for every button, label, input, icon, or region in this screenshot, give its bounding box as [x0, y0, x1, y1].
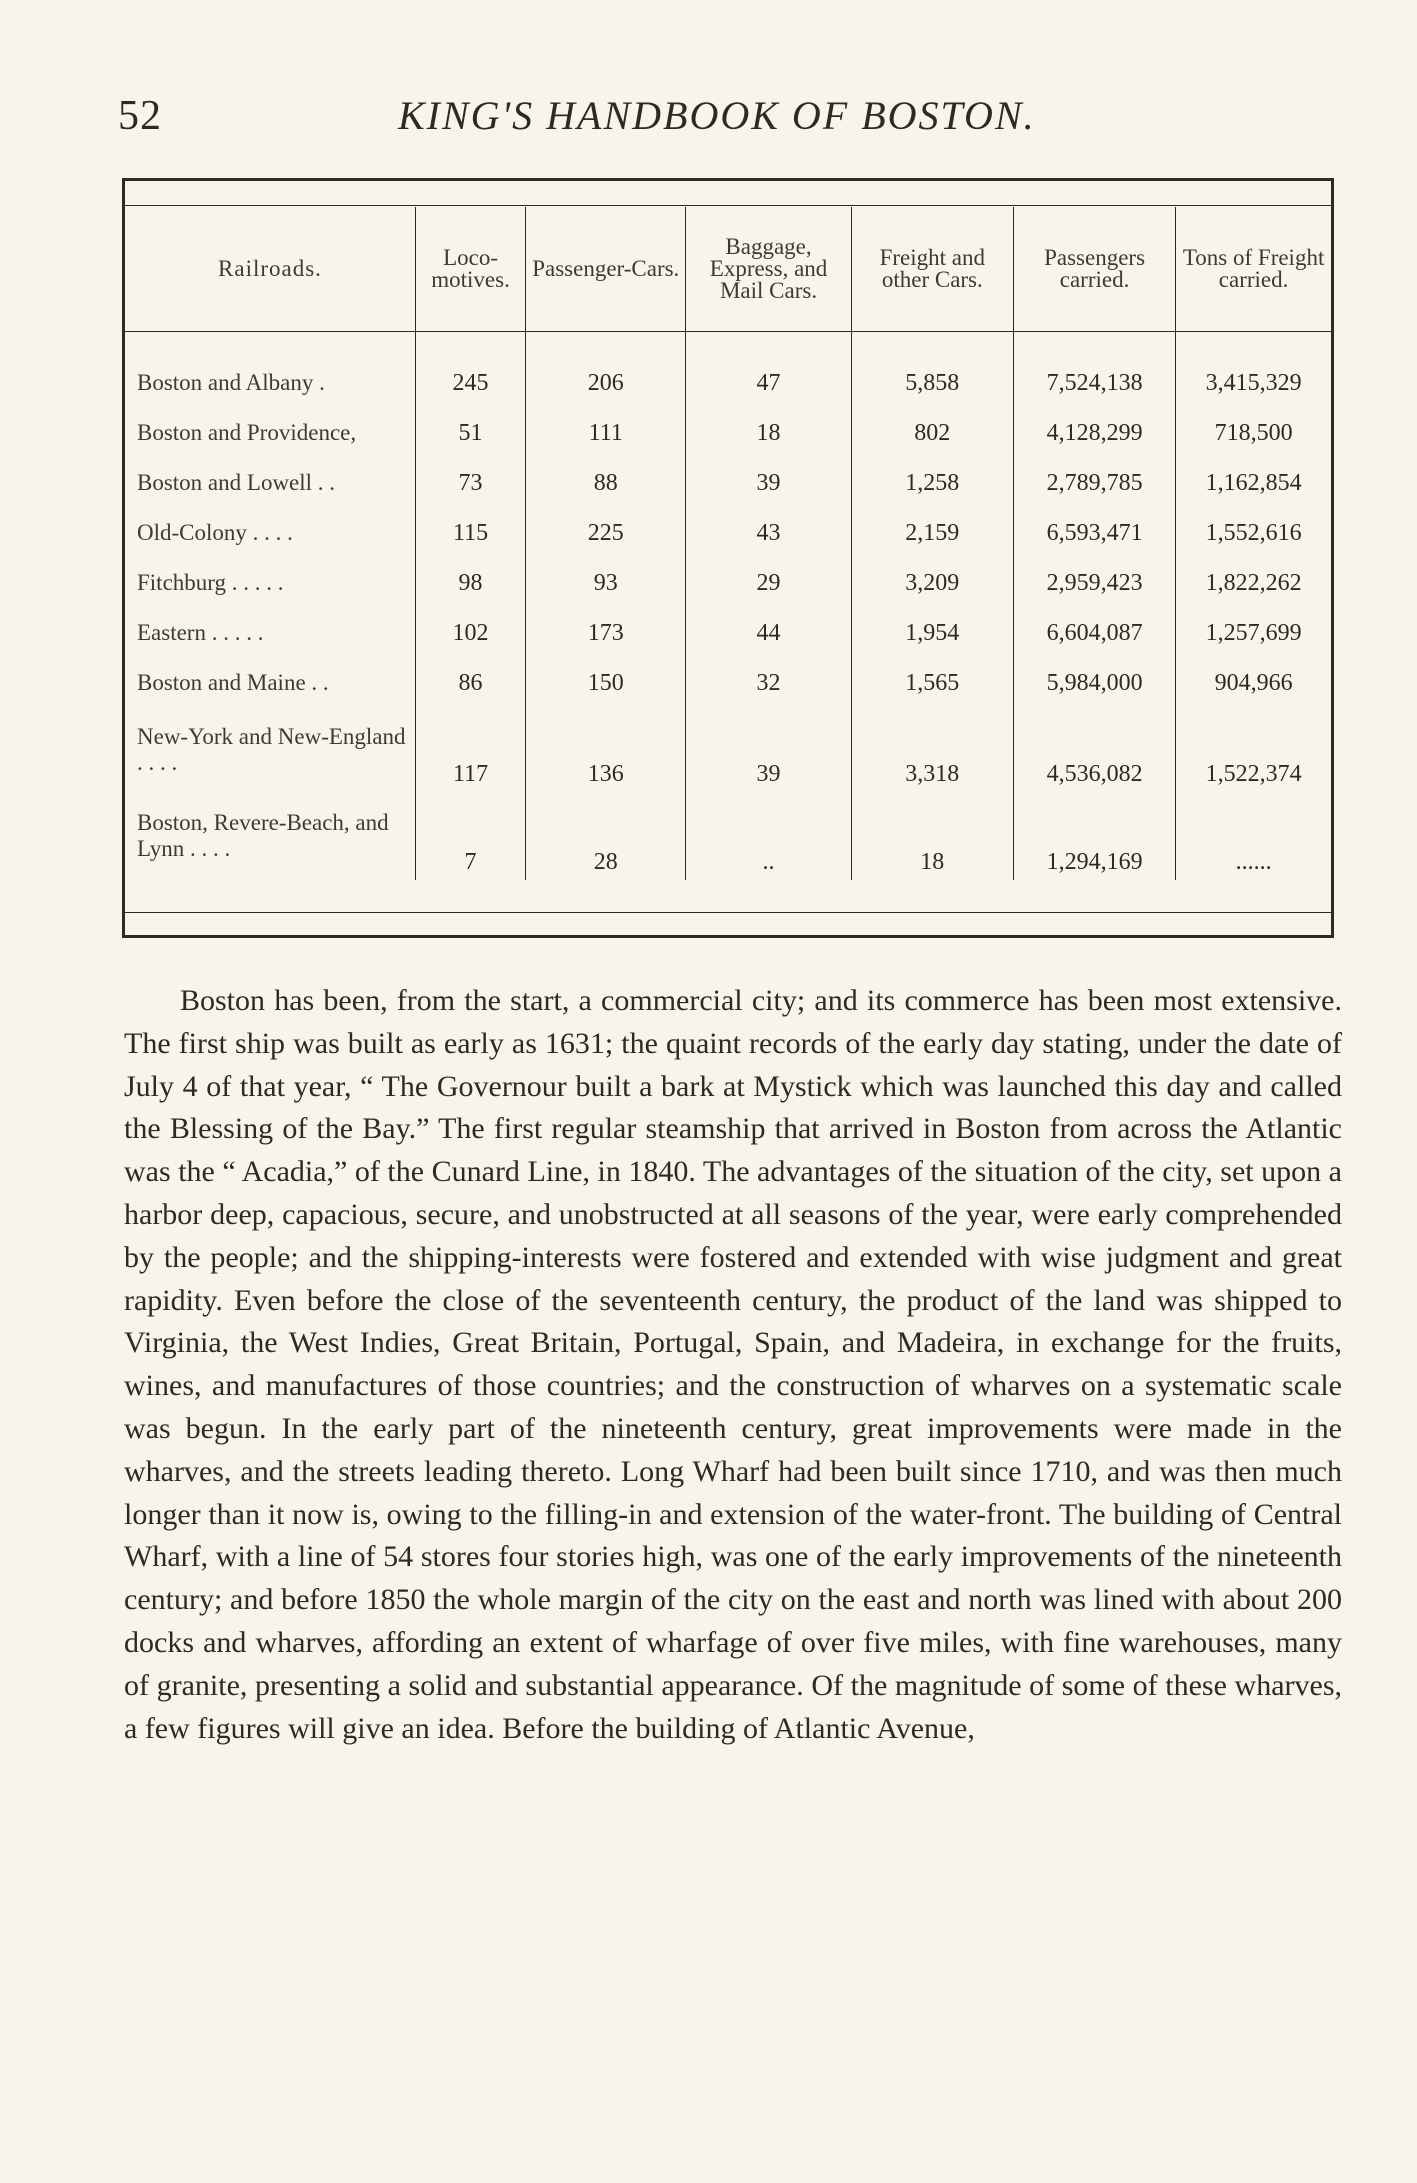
table-row: [125, 408, 1331, 458]
table-row: [125, 508, 1331, 558]
cell-locomotives: 98: [415, 558, 525, 608]
railroad-name: Boston and Maine . .: [137, 670, 329, 695]
cell-passenger-cars: 88: [526, 458, 686, 508]
table-row: [125, 558, 1331, 608]
railroad-name: Old-Colony . . . .: [137, 520, 293, 545]
cell-baggage-cars: 47: [686, 332, 851, 409]
cell-passenger-cars: 206: [526, 332, 686, 409]
cell-freight-cars: 3,318: [851, 708, 1013, 792]
cell-locomotives: 102: [415, 608, 525, 658]
header-tons-freight: Tons of Freight carried.: [1176, 207, 1331, 332]
cell-freight-cars: 1,954: [851, 608, 1013, 658]
cell-locomotives: 86: [415, 658, 525, 708]
cell-passenger-cars: 93: [526, 558, 686, 608]
cell-tons-freight: 3,415,329: [1176, 332, 1331, 409]
cell-passengers: 4,536,082: [1013, 708, 1175, 792]
cell-locomotives: 51: [415, 408, 525, 458]
railroad-name: Eastern . . . . .: [137, 620, 264, 645]
cell-baggage-cars: 43: [686, 508, 851, 558]
cell-baggage-cars: 39: [686, 708, 851, 792]
cell-passengers: 1,294,169: [1013, 792, 1175, 880]
cell-tons-freight: 1,822,262: [1176, 558, 1331, 608]
cell-locomotives: 115: [415, 508, 525, 558]
cell-passengers: 6,593,471: [1013, 508, 1175, 558]
cell-passenger-cars: 225: [526, 508, 686, 558]
table-top-rule: [125, 205, 1331, 206]
cell-locomotives: 73: [415, 458, 525, 508]
cell-tons-freight: 1,162,854: [1176, 458, 1331, 508]
table-row: [125, 458, 1331, 508]
cell-baggage-cars: 29: [686, 558, 851, 608]
header-railroads: Railroads.: [125, 207, 415, 332]
cell-passengers: 7,524,138: [1013, 332, 1175, 409]
table-row: [125, 708, 1331, 792]
table-row: [125, 608, 1331, 658]
body-paragraph: Boston has been, from the start, a commercial city; and its commerce has been most extensive. The first ship was built as early as 1631; the quaint records of the early day stating, under the date of July 4 of that year, “ The Governour built a bark at Mystick which was launched this day and called the Blessing of the Bay.” The first regular steamship that arrived in Boston from across the Atlantic was the “ Acadia,” of the Cunard Line, in 1840. The advantages of the situation of the city, set upon a harbor deep, capacious, secure, and unobstructed at all seasons of the year, were early comprehended by the people; and the shipping-interests were fostered and extended with wise judgment and great rapidity. Even before the close of the seventeenth century, the product of the land was shipped to Virginia, the West Indies, Great Britain, Portugal, Spain, and Madeira, in exchange for the fruits, wines, and manufactures of those countries; and the construction of wharves on a systematic scale was begun. In the early part of the nineteenth century, great improvements were made in the wharves, and the streets leading thereto. Long Wharf had been built since 1710, and was then much longer than it now is, owing to the filling-in and extension of the water-front. The building of Central Wharf, with a line of 54 stores four stories high, was one of the early improvements of the nineteenth century; and before 1850 the whole margin of the city on the east and north was lined with about 200 docks and wharves, affording an extent of wharfage of over five miles, with fine warehouses, many of granite, presenting a solid and substantial appearance. Of the magnitude of some of these wharves, a few figures will give an idea. Before the building of Atlantic Avenue,: [124, 984, 1342, 1745]
cell-tons-freight: 1,522,374: [1176, 708, 1331, 792]
cell-tons-freight: 718,500: [1176, 408, 1331, 458]
railroad-name: Boston and Lowell . .: [137, 470, 336, 495]
header-passengers-carried: Passengers carried.: [1013, 207, 1175, 332]
railroad-statistics-table-frame: [122, 178, 1334, 938]
cell-baggage-cars: 44: [686, 608, 851, 658]
cell-freight-cars: 802: [851, 408, 1013, 458]
cell-baggage-cars: 18: [686, 408, 851, 458]
cell-tons-freight: 904,966: [1176, 658, 1331, 708]
cell-locomotives: 245: [415, 332, 525, 409]
cell-passengers: 2,959,423: [1013, 558, 1175, 608]
header-passenger-cars: Passenger-Cars.: [526, 207, 686, 332]
cell-passengers: 5,984,000: [1013, 658, 1175, 708]
table-row: [125, 332, 1331, 409]
page-number: 52: [118, 93, 162, 139]
cell-locomotives: 7: [415, 792, 525, 880]
cell-tons-freight: ......: [1176, 792, 1331, 880]
table-row: [125, 658, 1331, 708]
cell-passenger-cars: 150: [526, 658, 686, 708]
table-row: [125, 792, 1331, 880]
table-bottom-rule: [125, 912, 1331, 913]
cell-freight-cars: 18: [851, 792, 1013, 880]
cell-freight-cars: 5,858: [851, 332, 1013, 409]
cell-passengers: 2,789,785: [1013, 458, 1175, 508]
cell-passengers: 6,604,087: [1013, 608, 1175, 658]
cell-tons-freight: 1,552,616: [1176, 508, 1331, 558]
cell-passenger-cars: 111: [526, 408, 686, 458]
cell-passengers: 4,128,299: [1013, 408, 1175, 458]
header-baggage-cars: Baggage, Express, and Mail Cars.: [686, 207, 851, 332]
cell-baggage-cars: 32: [686, 658, 851, 708]
railroad-name: Fitchburg . . . . .: [137, 570, 284, 595]
table-header-row: [125, 207, 1331, 332]
header-locomotives: Loco-motives.: [415, 207, 525, 332]
header-freight-cars: Freight and other Cars.: [851, 207, 1013, 332]
body-text: [124, 980, 1342, 1750]
railroad-statistics-table: [125, 207, 1331, 880]
cell-tons-freight: 1,257,699: [1176, 608, 1331, 658]
railroad-name: New-York and New-England . . . .: [137, 724, 406, 775]
cell-freight-cars: 1,565: [851, 658, 1013, 708]
cell-freight-cars: 2,159: [851, 508, 1013, 558]
cell-locomotives: 117: [415, 708, 525, 792]
cell-freight-cars: 3,209: [851, 558, 1013, 608]
railroad-name: Boston and Albany .: [137, 370, 325, 395]
cell-passenger-cars: 173: [526, 608, 686, 658]
cell-baggage-cars: ..: [686, 792, 851, 880]
cell-freight-cars: 1,258: [851, 458, 1013, 508]
railroad-name: Boston and Providence,: [137, 420, 357, 445]
page-header: [118, 92, 1338, 152]
cell-passenger-cars: 28: [526, 792, 686, 880]
cell-baggage-cars: 39: [686, 458, 851, 508]
cell-passenger-cars: 136: [526, 708, 686, 792]
railroad-name: Boston, Revere-Beach, and Lynn . . . .: [137, 810, 389, 861]
running-title: KING'S HANDBOOK OF BOSTON.: [398, 93, 1036, 138]
